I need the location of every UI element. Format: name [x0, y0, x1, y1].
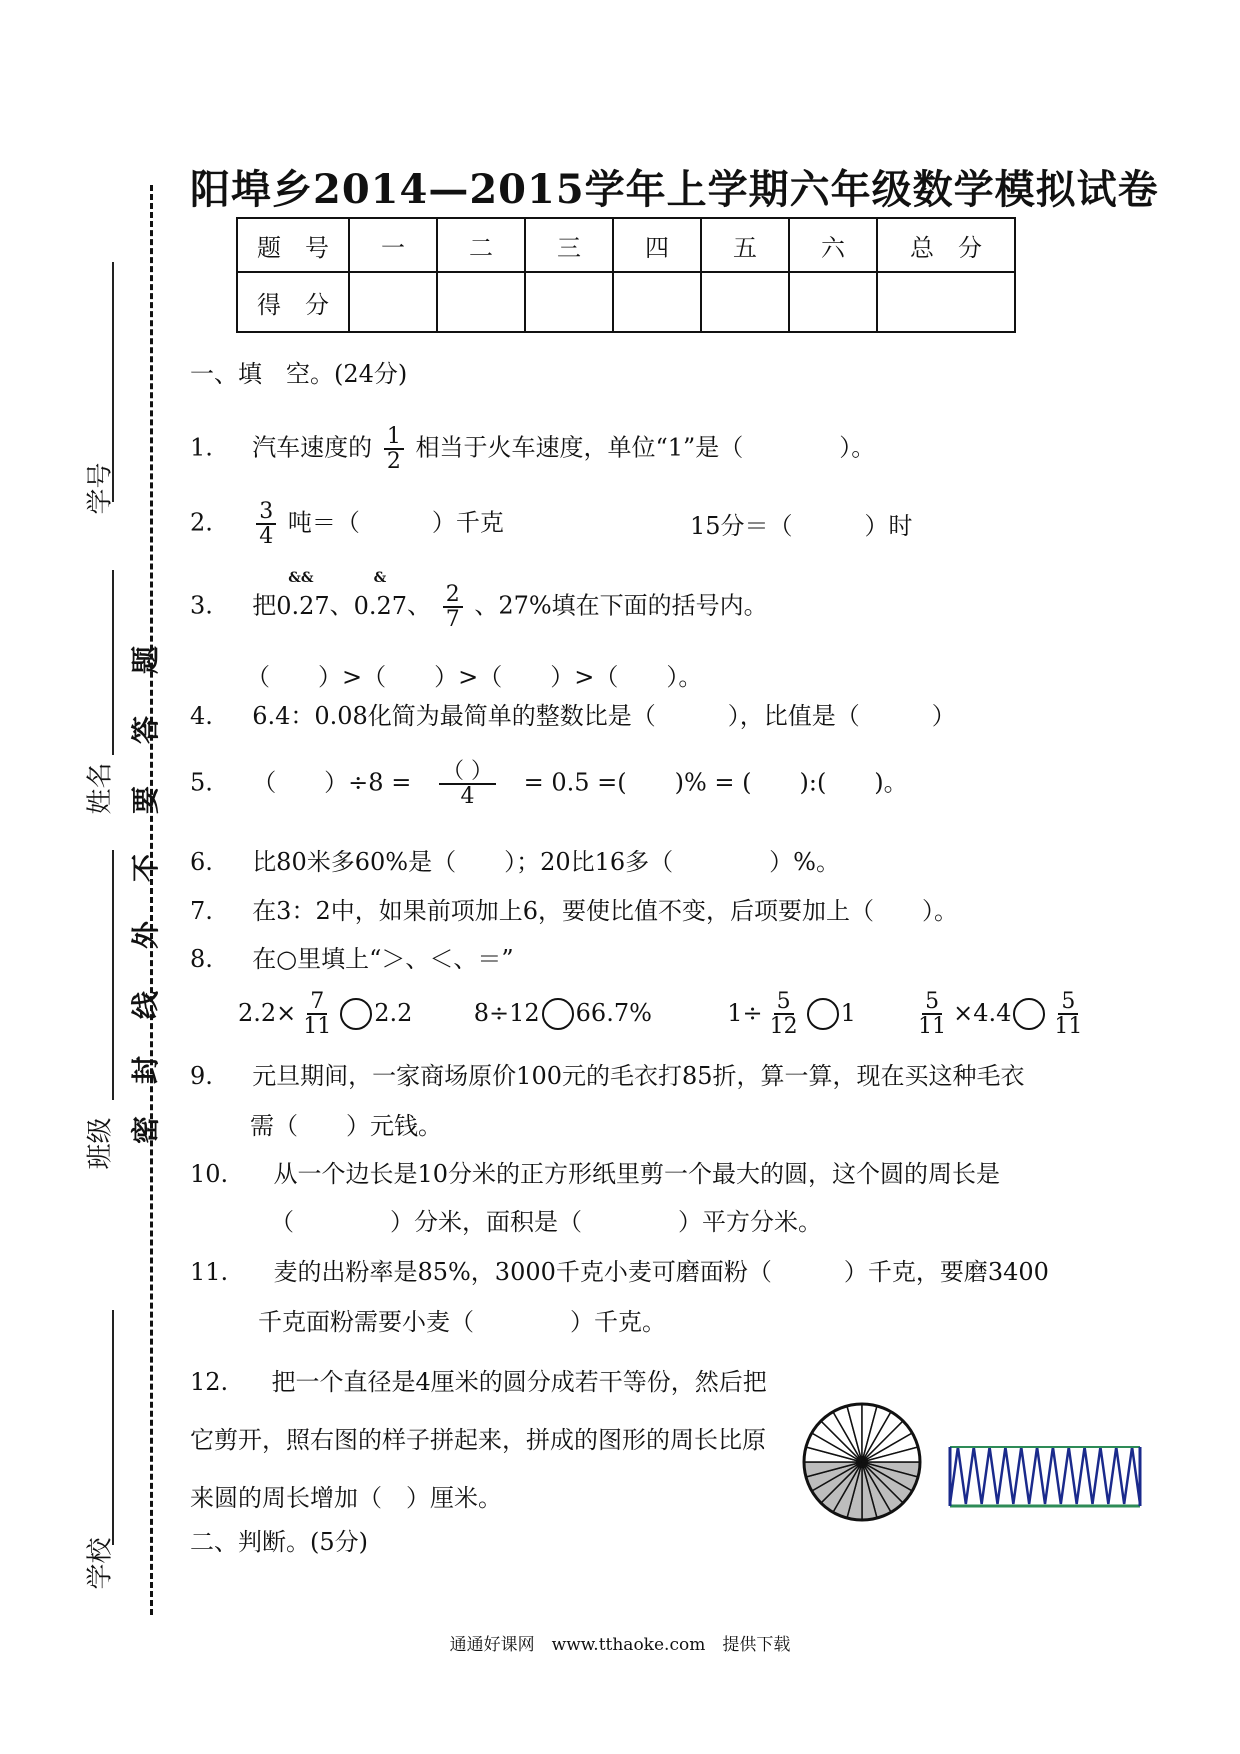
column-cell: 五	[701, 218, 789, 272]
question-8-items	[238, 990, 1089, 1038]
question-text: 在○里填上“＞、＜、＝”	[252, 945, 514, 973]
question-number: 6.	[190, 848, 213, 876]
question-10	[190, 1160, 1000, 1189]
question-12-line3: 来圆的周长增加（ ）厘米。	[190, 1484, 502, 1512]
compare-item-d: $\frac{5}{11}$ ×4.4 $\frac{5}{11}$	[918, 989, 1083, 1040]
class-line	[112, 850, 114, 1100]
compare-circle[interactable]	[807, 998, 839, 1030]
question-text: 把一个直径是4厘米的圆分成若干等份，然后把	[271, 1368, 767, 1396]
question-number: 10.	[190, 1160, 229, 1188]
score-cell[interactable]	[701, 272, 789, 332]
score-cell[interactable]	[613, 272, 701, 332]
question-12	[190, 1368, 767, 1397]
question-number: 4.	[190, 702, 213, 730]
score-cell[interactable]	[877, 272, 1015, 332]
question-number: 12.	[190, 1368, 229, 1396]
seal-char: 封	[129, 1056, 162, 1085]
question-number: 11.	[190, 1258, 229, 1286]
name-line	[112, 570, 114, 755]
sector-circle-figure	[800, 1400, 924, 1524]
school-line	[112, 1310, 114, 1545]
question-number: 5.	[190, 768, 213, 797]
score-cell[interactable]	[525, 272, 613, 332]
compare-circle[interactable]	[542, 998, 574, 1030]
class-label: 班级	[85, 1117, 116, 1170]
footer-text: 通通好课网 www.tthaoke.com 提供下载	[449, 1635, 791, 1655]
score-label-cell: 得 分	[237, 272, 349, 332]
score-cell[interactable]	[789, 272, 877, 332]
score-table-header-row	[237, 218, 1015, 272]
zigzag-strip	[950, 1447, 1140, 1506]
seal-char: 密	[129, 1116, 162, 1145]
question-8	[190, 945, 514, 974]
repeating-decimal-2: & 0.27	[353, 569, 408, 620]
question-text: （ ）÷8 =	[252, 768, 412, 797]
fraction: $\frac{1}{2}$	[384, 425, 404, 473]
question-1	[190, 425, 875, 473]
compare-circle[interactable]	[340, 998, 372, 1030]
section2-title: 二、判断。(5分)	[190, 1528, 368, 1556]
question-5	[190, 760, 908, 808]
question-text: 把	[252, 591, 277, 620]
question-9-line2: 需（ ）元钱。	[250, 1112, 442, 1140]
section1-title: 一、填 空。(24分)	[190, 360, 408, 388]
column-cell: 一	[349, 218, 437, 272]
student-id-label: 学号	[85, 462, 116, 515]
question-2	[190, 500, 504, 548]
question-4	[190, 702, 956, 731]
compare-item-c: 1÷ $\frac{5}{12}$ 1	[727, 989, 856, 1040]
question-7	[190, 897, 958, 926]
question-text: 从一个边长是10分米的正方形纸里剪一个最大的圆，这个圆的周长是	[273, 1160, 1000, 1188]
compare-item-a: 2.2× $\frac{7}{11}$ 2.2	[238, 989, 413, 1040]
fraction: $\frac{( )}{4}$	[439, 760, 496, 808]
question-number: 2.	[190, 508, 213, 537]
question-text: 麦的出粉率是85%，3000千克小麦可磨面粉（ ）千克，要磨3400	[273, 1258, 1049, 1286]
question-3-blanks: （ ）>（ ）>（ ）>（ ）。	[246, 663, 703, 691]
question-text: 、27%填在下面的括号内。	[474, 591, 768, 620]
seal-char: 答	[129, 716, 162, 745]
column-cell: 三	[525, 218, 613, 272]
header-label-cell: 题 号	[237, 218, 349, 272]
question-11-line2: 千克面粉需要小麦（ ）千克。	[258, 1308, 666, 1336]
total-label-cell: 总 分	[877, 218, 1015, 272]
score-cell[interactable]	[349, 272, 437, 332]
question-number: 3.	[190, 591, 213, 620]
score-cell[interactable]	[437, 272, 525, 332]
question-number: 1.	[190, 433, 213, 462]
seal-char: 要	[129, 786, 162, 815]
exam-title: 阳埠乡2014—2015学年上学期六年级数学模拟试卷	[190, 166, 1159, 213]
column-cell: 六	[789, 218, 877, 272]
fraction: $\frac{3}{4}$	[256, 500, 276, 548]
zigzag-line	[950, 1447, 1140, 1504]
question-10-line2: （ ）分米，面积是（ ）平方分米。	[270, 1208, 822, 1236]
fraction: $\frac{2}{7}$	[443, 583, 463, 631]
question-2b: 15分＝（ ）时	[690, 512, 913, 540]
question-text: 比80米多60%是（ ）；20比16多（ ）%。	[252, 848, 840, 876]
question-text: 在3：2中，如果前项加上6，要使比值不变，后项要加上（ ）。	[252, 897, 958, 925]
question-number: 7.	[190, 897, 213, 925]
rearranged-strip-figure	[946, 1442, 1146, 1512]
seal-char: 外	[129, 921, 162, 950]
question-text: 相当于火车速度，单位“1”是（ ）。	[415, 433, 876, 462]
school-label: 学校	[85, 1537, 116, 1590]
question-number: 8.	[190, 945, 213, 973]
score-table	[236, 217, 1016, 333]
question-12-line2: 它剪开，照右图的样子拼起来，拼成的图形的周长比原	[190, 1426, 766, 1454]
question-9	[190, 1062, 1025, 1091]
name-label: 姓名	[85, 762, 116, 815]
score-table-score-row	[237, 272, 1015, 332]
question-text: 6.4：0.08化简为最简单的整数比是（ ），比值是（ ）	[252, 702, 956, 730]
column-cell: 四	[613, 218, 701, 272]
question-text: 吨＝（ ）千克	[287, 508, 504, 537]
seal-char: 题	[129, 646, 162, 675]
wheel-sectors	[804, 1404, 920, 1520]
compare-item-b: 8÷12 66.7%	[474, 999, 660, 1027]
question-number: 9.	[190, 1062, 213, 1090]
question-text: 元旦期间，一家商场原价100元的毛衣打85折，算一算，现在买这种毛衣	[252, 1062, 1025, 1090]
seal-dashed-line	[150, 185, 153, 1615]
seal-char: 线	[129, 991, 162, 1020]
question-text: 汽车速度的	[252, 433, 373, 462]
compare-circle[interactable]	[1013, 998, 1045, 1030]
question-11	[190, 1258, 1049, 1287]
repeating-decimal-1: && 0.27	[276, 569, 330, 620]
column-cell: 二	[437, 218, 525, 272]
question-text: = 0.5 =( )% = ( ):( )。	[523, 768, 908, 797]
question-3: 3. 把 && 0.27、 & 0.27、 $\frac{2}{7}$ 、27%填在下面的括号内。	[190, 569, 768, 633]
seal-char: 不	[129, 854, 162, 883]
question-6	[190, 848, 840, 877]
